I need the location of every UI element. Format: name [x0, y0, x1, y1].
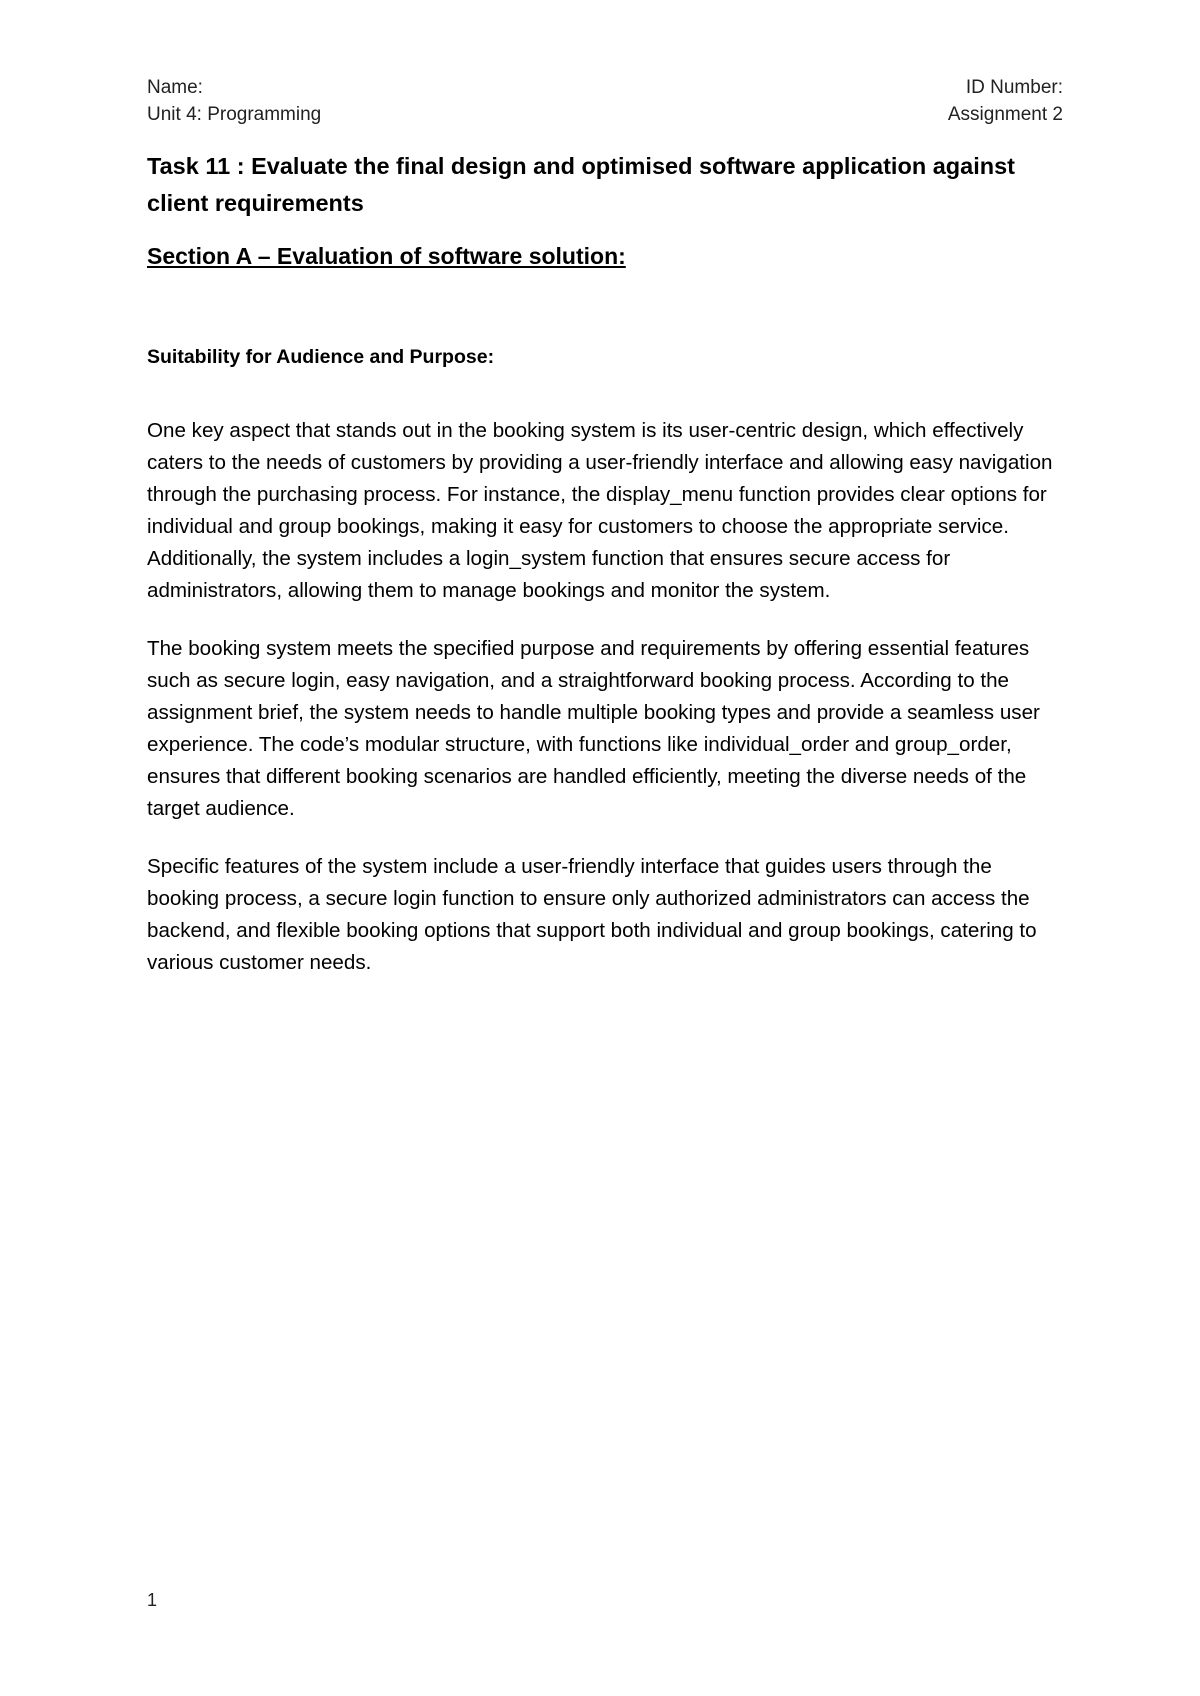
unit-label: Unit 4: Programming: [147, 104, 322, 125]
page-header: [147, 74, 1063, 128]
subheading: Suitability for Audience and Purpose:: [147, 346, 495, 368]
section-title: Section A – Evaluation of software solution:: [147, 243, 626, 269]
task-title: Task 11 : Evaluate the final design and optimised software application against client requirements: [147, 153, 1015, 216]
document-body: [147, 148, 1063, 979]
header-row-top: [147, 74, 1063, 101]
name-label: Name:: [147, 77, 203, 98]
paragraph-1: One key aspect that stands out in the booking system is its user-centric design, which effectively caters to the needs of customers by providing a user-friendly interface and allowing easy navigation through the purchasing process. For instance, the display_menu function provides clear options for individual and group bookings, making it easy for customers to choose the appropriate service. Additionally, the system includes a login_system function that ensures secure access for administrators, allowing them to manage bookings and monitor the system.: [147, 419, 1053, 602]
id-number-label: ID Number:: [965, 77, 1063, 98]
paragraph-3: Specific features of the system include a user-friendly interface that guides users through the booking process, a secure login function to ensure only authorized administrators can access the backend, and flexible booking options that support both individual and group bookings, catering to various customer needs.: [147, 855, 1037, 974]
paragraph-2: The booking system meets the specified purpose and requirements by offering essential features such as secure login, easy navigation, and a straightforward booking process. According to the assignment brief, the system needs to handle multiple booking types and provide a seamless user experience. The code’s modular structure, with functions like individual_order and group_order, ensures that different booking scenarios are handled efficiently, meeting the diverse needs of the target audience.: [147, 637, 1040, 820]
header-row-bottom: [147, 101, 1063, 128]
assignment-label: Assignment 2: [947, 104, 1063, 125]
page-number: 1: [147, 1590, 158, 1610]
